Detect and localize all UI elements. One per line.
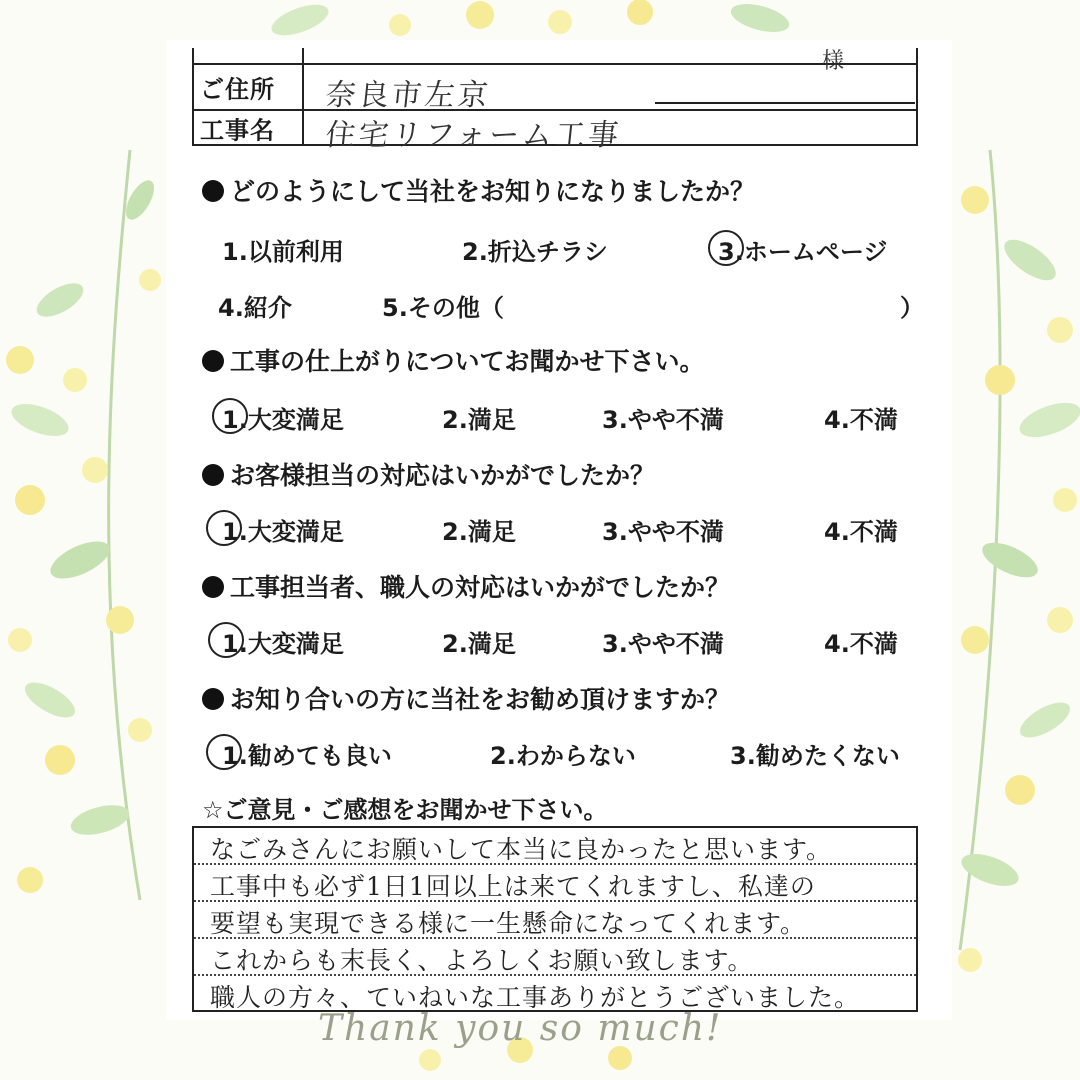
address-value: 奈良市左京 <box>323 78 493 113</box>
q2-option-1: 1.大変満足 <box>222 406 344 434</box>
q3-option-4: 4.不満 <box>824 518 898 546</box>
selected-circle-mark <box>708 230 744 266</box>
thank-you-script: Thank you so much! <box>318 1008 723 1049</box>
q4-option-3: 3.やや不満 <box>602 630 724 658</box>
comment-line <box>194 865 916 902</box>
selected-circle-mark <box>208 622 244 658</box>
question-1-text: どのようにして当社をお知りになりましたか？ <box>230 177 756 206</box>
q5-option-1: 1.勧めても良い <box>222 742 392 770</box>
comment-line <box>194 902 916 939</box>
q2-option-3: 3.やや不満 <box>602 406 724 434</box>
question-5-text: お知り合いの方に当社をお勧め頂けますか？ <box>230 685 731 714</box>
question-3-text: お客様担当の対応はいかがでしたか？ <box>230 461 656 490</box>
bullet-icon <box>202 350 224 372</box>
q4-option-4: 4.不満 <box>824 630 898 658</box>
question-1 <box>202 172 755 208</box>
comment-text: なごみさんにお願いして本当に良かったと思います。 <box>210 835 833 864</box>
project-value: 住宅リフォーム工事 <box>323 118 623 153</box>
selected-circle-mark <box>206 510 242 546</box>
question-3 <box>202 456 655 492</box>
comment-line <box>194 828 916 865</box>
address-underline <box>655 102 915 104</box>
q4-option-2: 2.満足 <box>442 630 516 658</box>
address-label: ご住所 <box>200 75 275 104</box>
project-label: 工事名 <box>200 116 275 144</box>
question-2-text: 工事の仕上がりについてお聞かせ下さい。 <box>230 347 705 376</box>
q5-option-3: 3.勧めたくない <box>730 742 900 770</box>
question-4-text: 工事担当者、職人の対応はいかがでしたか？ <box>230 573 731 602</box>
bullet-icon <box>202 688 224 710</box>
comment-text: 職人の方々、ていねいな工事ありがとうございました。 <box>210 983 861 1012</box>
q1-option-4: 4.紹介 <box>218 294 292 322</box>
q1-option-2: 2.折込チラシ <box>462 238 608 266</box>
q1-option-5-close: ） <box>900 294 924 322</box>
comment-heading: ☆ご意見・ご感想をお聞かせ下さい。 <box>202 796 608 824</box>
comment-line <box>194 939 916 976</box>
question-2 <box>202 342 705 378</box>
selected-circle-mark <box>206 734 242 770</box>
q5-option-2: 2.わからない <box>490 742 636 770</box>
bullet-icon <box>202 464 224 486</box>
q3-option-2: 2.満足 <box>442 518 516 546</box>
q2-option-2: 2.満足 <box>442 406 516 434</box>
q1-option-3: 3.ホームページ <box>718 238 888 266</box>
question-5 <box>202 680 730 716</box>
q1-option-1: 1.以前利用 <box>222 238 344 266</box>
comment-box <box>192 826 918 1012</box>
honorific-suffix: 様 <box>822 49 845 74</box>
q1-option-5: 5.その他（ <box>382 294 504 322</box>
q3-option-1: 1.大変満足 <box>222 518 344 546</box>
comment-text: 工事中も必ず1日1回以上は来てくれますし、私達の <box>210 872 816 901</box>
selected-circle-mark <box>212 398 248 434</box>
bullet-icon <box>202 576 224 598</box>
comment-text: 要望も実現できる様に一生懸命になってくれます。 <box>210 909 807 938</box>
comment-text: これからも末長く、よろしくお願い致します。 <box>210 946 754 975</box>
bullet-icon <box>202 180 224 202</box>
q4-option-1: 1.大変満足 <box>222 630 344 658</box>
table-divider <box>302 48 304 146</box>
question-4 <box>202 568 730 604</box>
q3-option-3: 3.やや不満 <box>602 518 724 546</box>
q2-option-4: 4.不満 <box>824 406 898 434</box>
